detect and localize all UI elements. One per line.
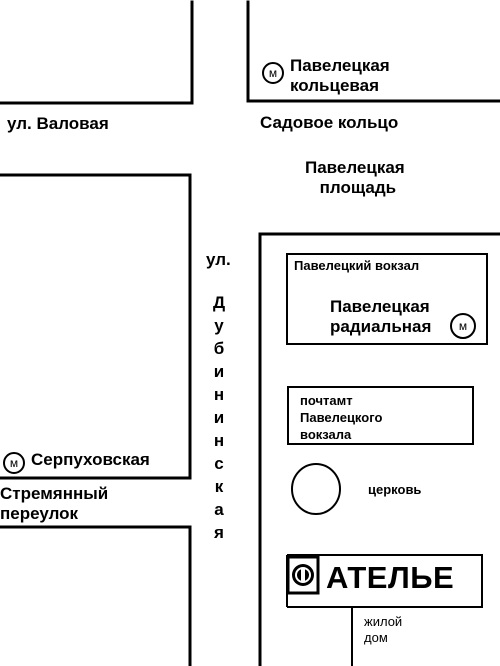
street-dubininskaya-letter: к	[214, 477, 224, 496]
block-top-left	[0, 2, 192, 103]
block-middle-left	[0, 175, 190, 478]
street-dubininskaya-letter: а	[214, 500, 224, 519]
square-line1: Павелецкая	[305, 158, 405, 177]
block-bottom-left	[0, 527, 190, 666]
church-circle	[292, 464, 340, 514]
housing-line2: дом	[364, 630, 388, 646]
street-dubininskaya-letter: у	[214, 316, 224, 335]
street-dubininskaya-prefix: ул.	[206, 250, 231, 269]
koltsevaya-line2: кольцевая	[290, 75, 380, 95]
street-stremyanny	[0, 484, 108, 523]
street-dubininskaya-letter: и	[213, 362, 225, 381]
stremyanny-line2: переулок	[0, 503, 79, 523]
street-dubininskaya-letter: б	[213, 339, 225, 358]
street-sadovoe-koltso: Садовое кольцо	[260, 113, 399, 132]
housing-line1: жилой	[364, 614, 403, 629]
radialnaya-line1: Павелецкая	[330, 297, 430, 316]
street-dubininskaya	[209, 291, 229, 544]
stremyanny-line1: Стремянный	[0, 484, 109, 503]
station-label: Павелецкий вокзал	[294, 258, 420, 273]
post-line2: Павелецкого	[300, 409, 383, 425]
street-dubininskaya-letter: с	[214, 454, 224, 473]
street-dubininskaya-letter: н	[213, 431, 225, 450]
street-valovaya: ул. Валовая	[7, 114, 109, 133]
post-line3: вокзала	[300, 426, 352, 442]
housing-label	[364, 614, 402, 647]
street-dubininskaya-letter: я	[214, 523, 224, 542]
street-dubininskaya-letter: и	[213, 408, 225, 427]
radialnaya-line2: радиальная	[330, 316, 432, 336]
metro-icon-koltsevaya: м	[262, 62, 284, 84]
street-dubininskaya-letter: н	[213, 385, 225, 404]
metro-icon-serpukhovskaya: м	[3, 452, 25, 474]
post-line1: почтамт	[300, 393, 353, 408]
atelier-label: АТЕЛЬЕ	[326, 560, 455, 595]
metro-icon-radialnaya: м	[450, 313, 476, 339]
bullseye-icon	[292, 564, 314, 586]
metro-radialnaya-label	[330, 297, 431, 336]
street-dubininskaya-letter: Д	[212, 293, 226, 312]
metro-serpukhovskaya-label: Серпуховская	[31, 450, 150, 469]
metro-koltsevaya-label	[290, 56, 390, 95]
paveletskaya-square-label	[305, 158, 405, 197]
church-label: церковь	[368, 482, 422, 497]
koltsevaya-line1: Павелецкая	[290, 56, 390, 75]
square-line2: площадь	[319, 177, 397, 197]
post-office-label	[300, 393, 382, 444]
